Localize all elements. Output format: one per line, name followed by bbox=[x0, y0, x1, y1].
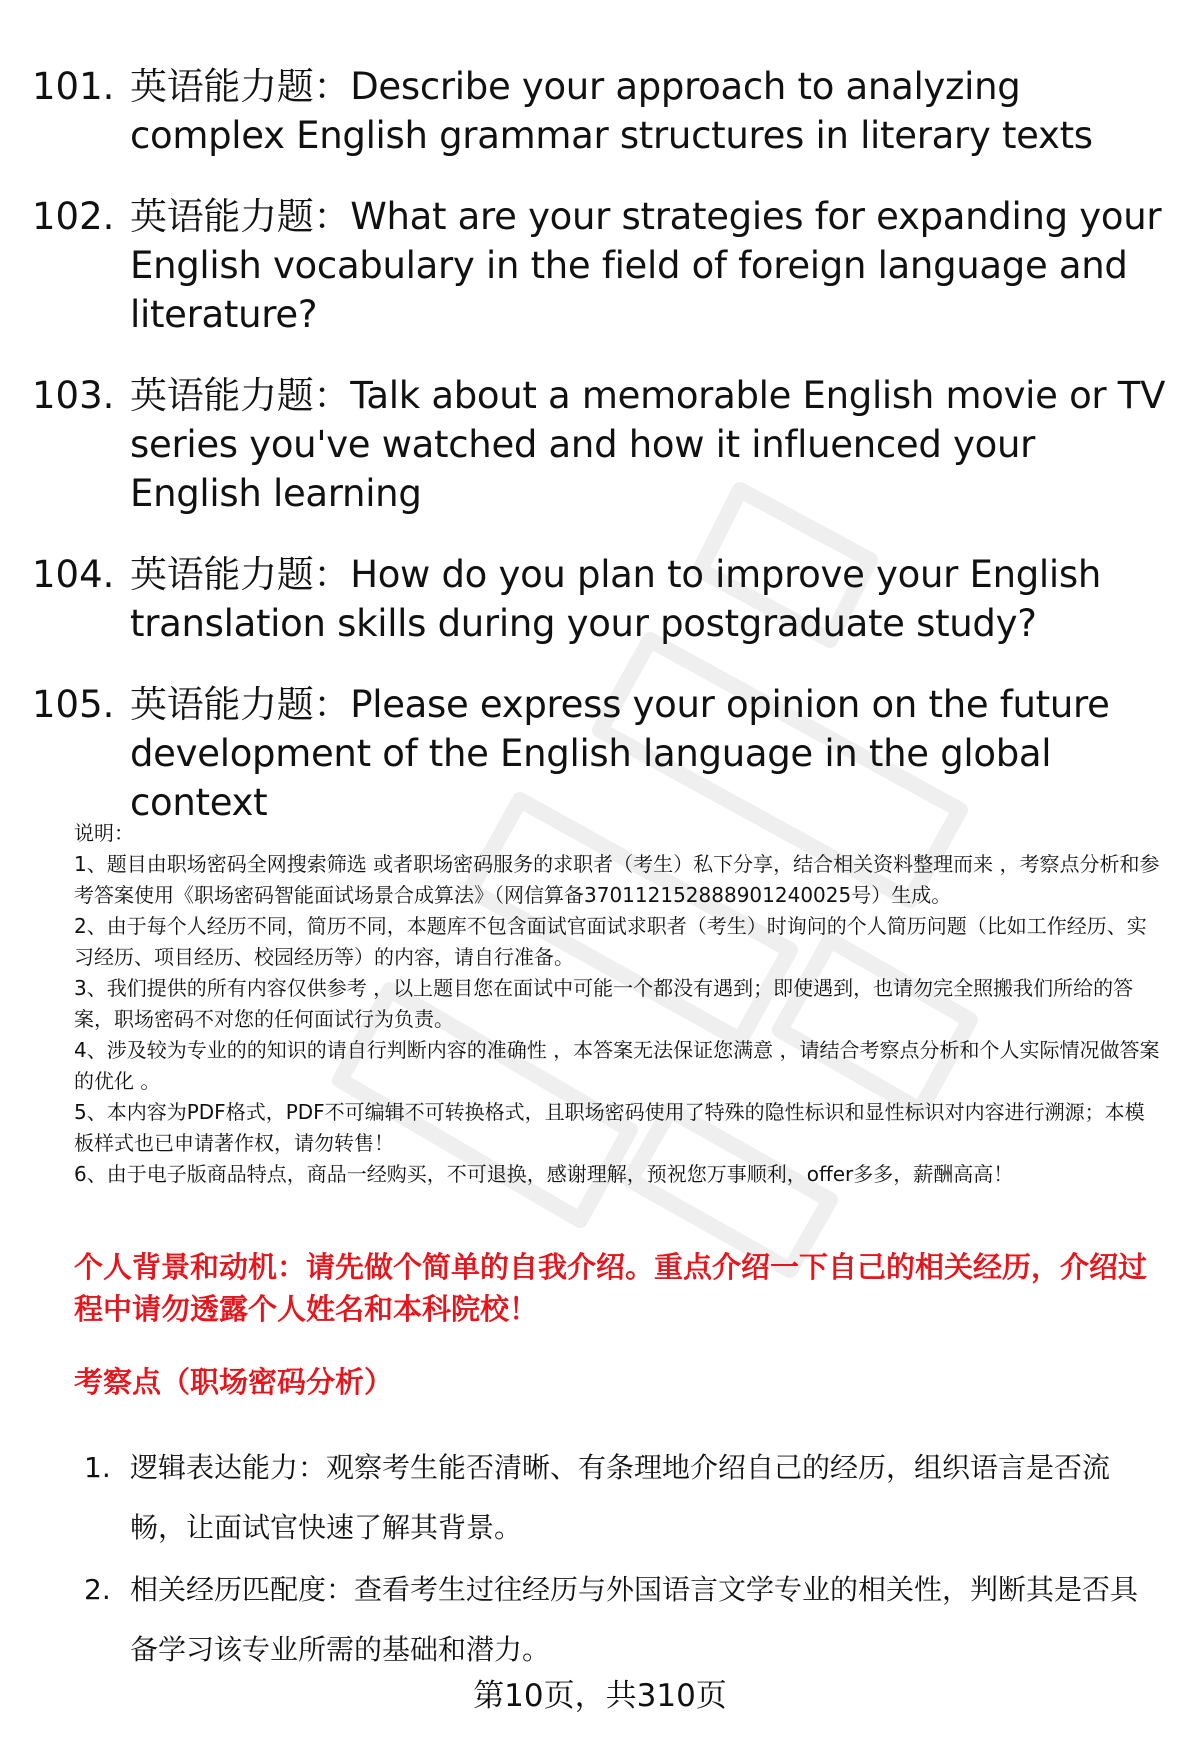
analysis-list bbox=[84, 1438, 1164, 1682]
note-item: 3、我们提供的所有内容仅供参考 ，以上题目您在面试中可能一个都没有遇到；即使遇到，也请勿完全照搬我们所给的答案，职场密码不对您的任何面试行为负责。 bbox=[74, 976, 1134, 1031]
analysis-number: 2. bbox=[84, 1573, 111, 1606]
analysis-item bbox=[84, 1438, 1164, 1558]
analysis-item bbox=[84, 1560, 1164, 1680]
question-item bbox=[32, 550, 1172, 648]
question-text: 英语能力题：Describe your approach to analyzing complex English grammar structures in literary texts bbox=[130, 65, 1093, 157]
question-number: 102. bbox=[32, 195, 115, 238]
question-item bbox=[32, 62, 1172, 160]
notes-section bbox=[74, 818, 1160, 1190]
question-text: 英语能力题：What are your strategies for expanding your English vocabulary in the field of foreign language and literature? bbox=[130, 195, 1162, 336]
question-item bbox=[32, 680, 1172, 827]
analysis-number: 1. bbox=[84, 1451, 111, 1484]
question-number: 101. bbox=[32, 65, 115, 108]
question-number: 105. bbox=[32, 683, 115, 726]
question-number: 104. bbox=[32, 553, 115, 596]
question-text: 英语能力题：Please express your opinion on the future development of the English language in the global context bbox=[130, 683, 1110, 824]
note-item: 1、题目由职场密码全网搜索筛选 或者职场密码服务的求职者（考生）私下分享，结合相关资料整理而来 ，考察点分析和参考答案使用《职场密码智能面试场景合成算法》（网信算备370112152888901240025号）生成。 bbox=[74, 852, 1160, 907]
note-item: 2、由于每个人经历不同，简历不同，本题库不包含面试官面试求职者（考生）时询问的个人简历问题（比如工作经历、实习经历、项目经历、校园经历等）的内容，请自行准备。 bbox=[74, 914, 1147, 969]
notes-title: 说明： bbox=[74, 821, 134, 845]
analysis-text: 逻辑表达能力：观察考生能否清晰、有条理地介绍自己的经历，组织语言是否流畅，让面试官快速了解其背景。 bbox=[130, 1451, 1111, 1544]
question-item bbox=[32, 192, 1172, 339]
question-number: 103. bbox=[32, 374, 115, 417]
analysis-text: 相关经历匹配度：查看考生过往经历与外国语言文学专业的相关性，判断其是否具备学习该专业所需的基础和潜力。 bbox=[130, 1573, 1139, 1666]
question-heading: 个人背景和动机：请先做个简单的自我介绍。重点介绍一下自己的相关经历，介绍过程中请勿透露个人姓名和本科院校！ bbox=[74, 1250, 1148, 1326]
note-item: 6、由于电子版商品特点，商品一经购买，不可退换，感谢理解，预祝您万事顺利，offer多多，薪酬高高！ bbox=[74, 1162, 1014, 1186]
note-item: 4、涉及较为专业的的知识的请自行判断内容的准确性 ，本答案无法保证您满意 ，请结合考察点分析和个人实际情况做答案的优化 。 bbox=[74, 1038, 1160, 1093]
question-item bbox=[32, 371, 1172, 518]
page-footer: 第10页，共310页 bbox=[473, 1678, 727, 1714]
analysis-heading: 考察点（职场密码分析） bbox=[74, 1365, 394, 1399]
question-text: 英语能力题：How do you plan to improve your English translation skills during your postgraduate study? bbox=[130, 553, 1101, 645]
note-item: 5、本内容为PDF格式，PDF不可编辑不可转换格式，且职场密码使用了特殊的隐性标识和显性标识对内容进行溯源；本模板样式也已申请著作权，请勿转售！ bbox=[74, 1100, 1145, 1155]
question-list bbox=[32, 62, 1172, 859]
question-text: 英语能力题：Talk about a memorable English movie or TV series you've watched and how it influenced your English learning bbox=[130, 374, 1166, 515]
